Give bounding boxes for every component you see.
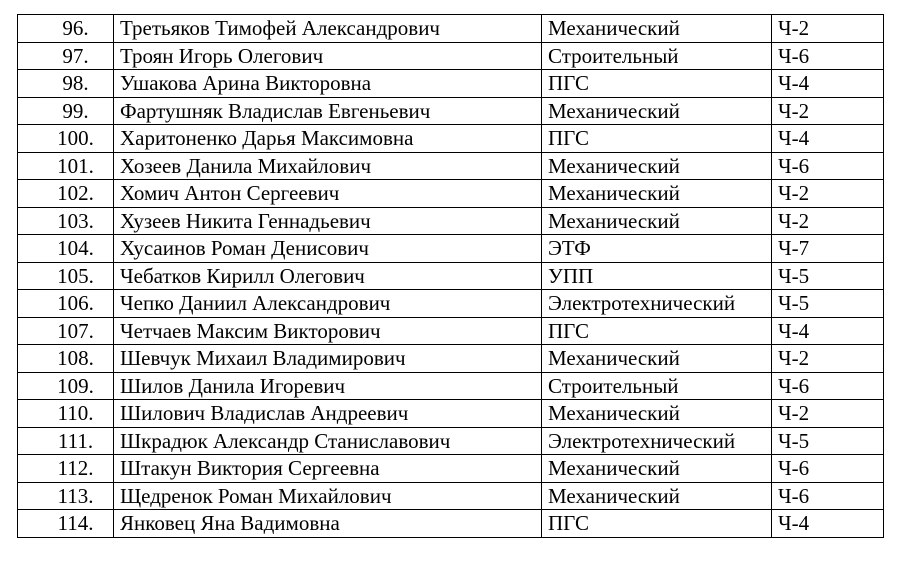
row-number: 99. <box>18 97 114 125</box>
group-code: Ч-4 <box>772 317 884 345</box>
faculty: ПГС <box>542 317 772 345</box>
student-name: Шилович Владислав Андреевич <box>114 400 542 428</box>
table-row <box>18 235 884 263</box>
student-name: Хузеев Никита Геннадьевич <box>114 207 542 235</box>
row-number: 96. <box>18 15 114 43</box>
group-code: Ч-5 <box>772 427 884 455</box>
row-number: 101. <box>18 152 114 180</box>
group-code: Ч-5 <box>772 262 884 290</box>
student-list-body <box>18 15 884 538</box>
table-row <box>18 42 884 70</box>
table-row <box>18 97 884 125</box>
row-number: 98. <box>18 70 114 98</box>
group-code: Ч-6 <box>772 42 884 70</box>
row-number: 114. <box>18 510 114 538</box>
table-row <box>18 345 884 373</box>
row-number: 105. <box>18 262 114 290</box>
table-row <box>18 427 884 455</box>
row-number: 112. <box>18 455 114 483</box>
faculty: ПГС <box>542 125 772 153</box>
group-code: Ч-7 <box>772 235 884 263</box>
faculty: Механический <box>542 207 772 235</box>
table-row <box>18 510 884 538</box>
table-row <box>18 180 884 208</box>
table-row <box>18 152 884 180</box>
student-name: Хомич Антон Сергеевич <box>114 180 542 208</box>
faculty: ПГС <box>542 510 772 538</box>
faculty: Электротехнический <box>542 427 772 455</box>
group-code: Ч-5 <box>772 290 884 318</box>
faculty: Механический <box>542 97 772 125</box>
student-name: Щедренок Роман Михайлович <box>114 482 542 510</box>
faculty: Механический <box>542 152 772 180</box>
student-name: Фартушняк Владислав Евгеньевич <box>114 97 542 125</box>
row-number: 97. <box>18 42 114 70</box>
row-number: 100. <box>18 125 114 153</box>
group-code: Ч-2 <box>772 207 884 235</box>
student-name: Четчаев Максим Викторович <box>114 317 542 345</box>
table-row <box>18 70 884 98</box>
faculty: Механический <box>542 400 772 428</box>
table-row <box>18 317 884 345</box>
student-name: Ушакова Арина Викторовна <box>114 70 542 98</box>
faculty: Строительный <box>542 372 772 400</box>
group-code: Ч-2 <box>772 97 884 125</box>
faculty: Механический <box>542 455 772 483</box>
row-number: 110. <box>18 400 114 428</box>
row-number: 106. <box>18 290 114 318</box>
faculty: Строительный <box>542 42 772 70</box>
group-code: Ч-2 <box>772 15 884 43</box>
student-name: Третьяков Тимофей Александрович <box>114 15 542 43</box>
faculty: Механический <box>542 482 772 510</box>
table-row <box>18 207 884 235</box>
group-code: Ч-4 <box>772 510 884 538</box>
row-number: 104. <box>18 235 114 263</box>
group-code: Ч-6 <box>772 152 884 180</box>
row-number: 109. <box>18 372 114 400</box>
student-name: Харитоненко Дарья Максимовна <box>114 125 542 153</box>
student-name: Шкрадюк Александр Станиславович <box>114 427 542 455</box>
student-name: Шевчук Михаил Владимирович <box>114 345 542 373</box>
group-code: Ч-2 <box>772 180 884 208</box>
faculty: Механический <box>542 180 772 208</box>
table-row <box>18 290 884 318</box>
table-row <box>18 482 884 510</box>
student-name: Чебатков Кирилл Олегович <box>114 262 542 290</box>
student-name: Хусаинов Роман Денисович <box>114 235 542 263</box>
student-name: Хозеев Данила Михайлович <box>114 152 542 180</box>
row-number: 103. <box>18 207 114 235</box>
row-number: 113. <box>18 482 114 510</box>
row-number: 108. <box>18 345 114 373</box>
row-number: 102. <box>18 180 114 208</box>
student-name: Янковец Яна Вадимовна <box>114 510 542 538</box>
group-code: Ч-6 <box>772 372 884 400</box>
faculty: Механический <box>542 345 772 373</box>
group-code: Ч-6 <box>772 482 884 510</box>
group-code: Ч-6 <box>772 455 884 483</box>
faculty: Электротехнический <box>542 290 772 318</box>
faculty: ЭТФ <box>542 235 772 263</box>
group-code: Ч-4 <box>772 70 884 98</box>
group-code: Ч-4 <box>772 125 884 153</box>
student-name: Троян Игорь Олегович <box>114 42 542 70</box>
faculty: Механический <box>542 15 772 43</box>
table-row <box>18 400 884 428</box>
row-number: 107. <box>18 317 114 345</box>
group-code: Ч-2 <box>772 400 884 428</box>
student-name: Штакун Виктория Сергеевна <box>114 455 542 483</box>
student-list-table <box>17 14 884 538</box>
faculty: ПГС <box>542 70 772 98</box>
row-number: 111. <box>18 427 114 455</box>
student-name: Чепко Даниил Александрович <box>114 290 542 318</box>
table-row <box>18 125 884 153</box>
table-row <box>18 455 884 483</box>
table-row <box>18 15 884 43</box>
table-row <box>18 372 884 400</box>
student-name: Шилов Данила Игоревич <box>114 372 542 400</box>
faculty: УПП <box>542 262 772 290</box>
table-row <box>18 262 884 290</box>
group-code: Ч-2 <box>772 345 884 373</box>
